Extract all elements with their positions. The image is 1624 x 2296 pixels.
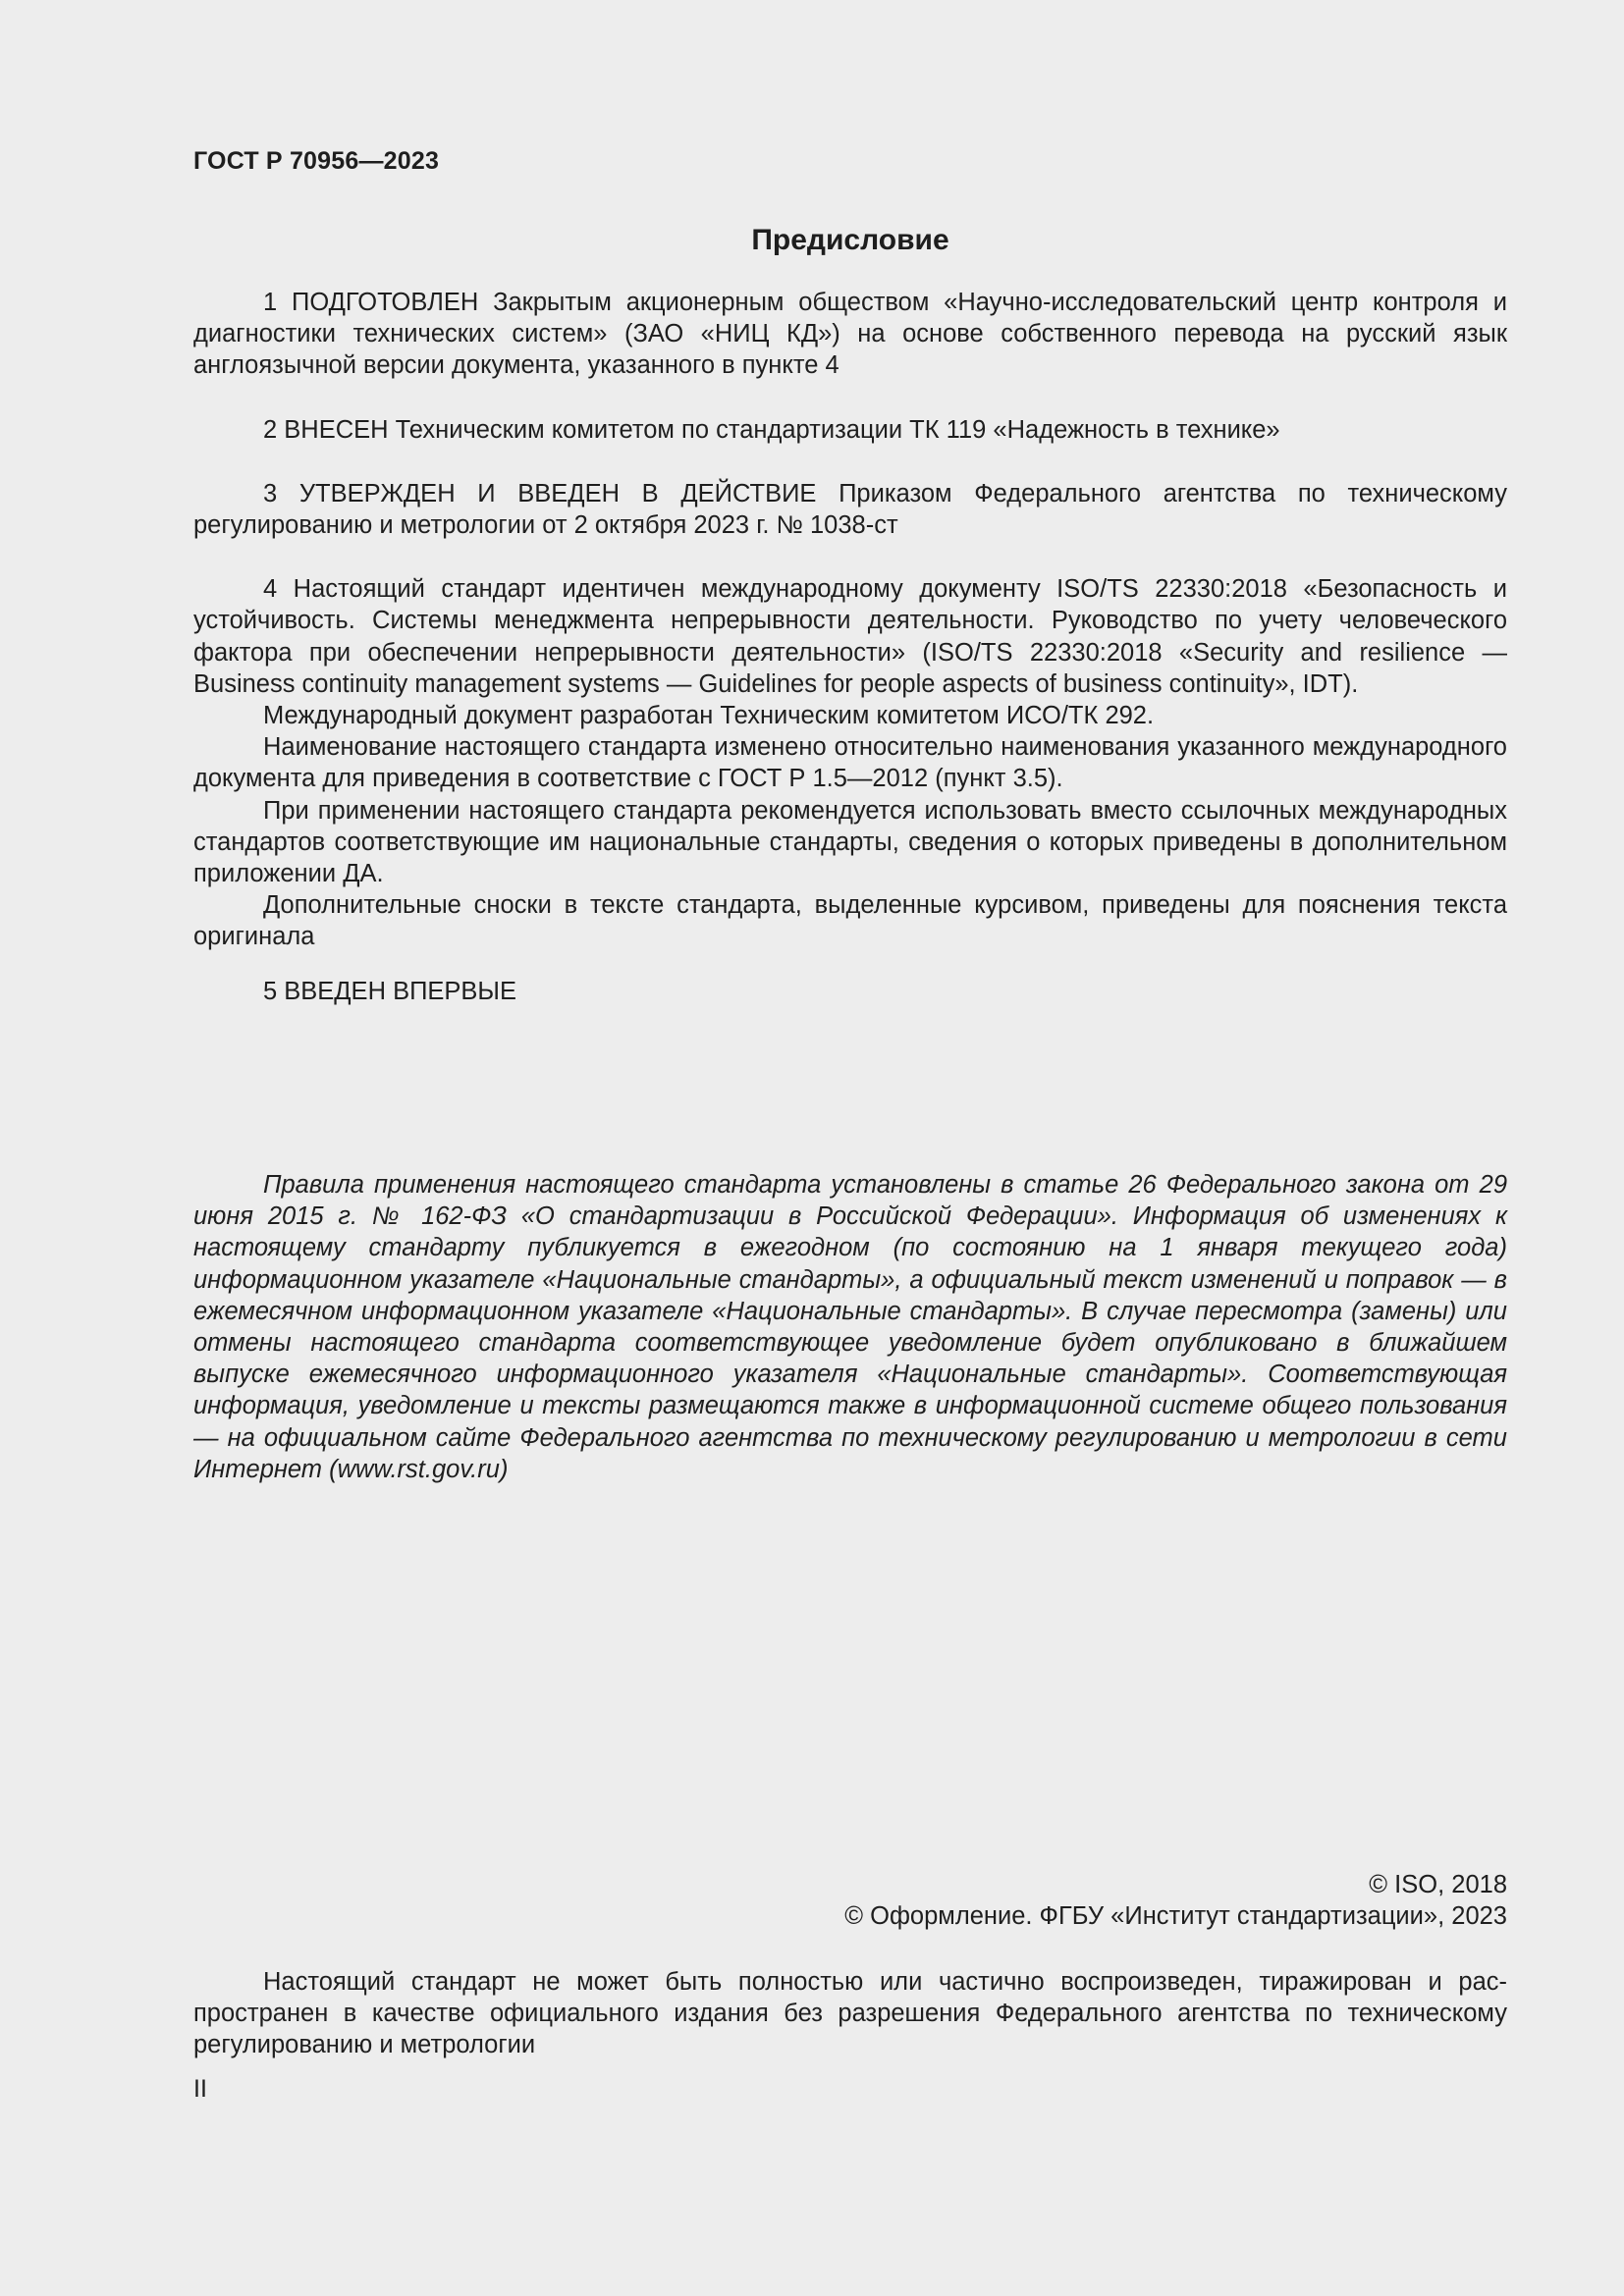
item-4-references: При применении настоящего стандарта рекомендуется использовать вместо ссылочных международных стандартов соответствующие им национальные стандарты, сведения о которых приведены в дополнительном приложении ДА. [193, 796, 1507, 888]
copyright-design: © Оформление. ФГБУ «Институт стандартизации», 2023 [844, 1902, 1507, 1931]
copyright-block [193, 1869, 1507, 1932]
document-code: ГОСТ Р 70956—2023 [193, 147, 440, 175]
item-4-footnotes: Дополнительные сноски в тексте стандарта, выделенные курсивом, приведены для пояснения текста оригинала [193, 891, 1507, 951]
reproduction-notice: Настоящий стандарт не может быть полностью или частично воспроизведен, тиражирован и распространен в качестве официального издания без разрешения Федерального агентства по техническому регулированию и метрологии [193, 1968, 1507, 2059]
item-4-developer: Международный документ разработан Техническим комитетом ИСО/ТК 292. [263, 702, 1155, 730]
item-1-prepared: 1 ПОДГОТОВЛЕН Закрытым акционерным обществом «Научно-исследовательский центр контроля и диагностики технических систем» (ЗАО «НИЦ КД») на основе собственного перевода на русский язык англоязычной версии документа, указанного в пункте 4 [193, 289, 1507, 380]
section-title: Предисловие [751, 224, 949, 256]
item-3-approved: 3 УТВЕРЖДЕН И ВВЕДЕН В ДЕЙСТВИЕ Приказом Федерального агентства по техническому регулированию и метрологии от 2 октября 2023 г. № 1038-ст [193, 479, 1507, 540]
application-rules-notice: Правила применения настоящего стандарта установлены в статье 26 Федерального закона от 29 июня 2015 г. № 162-ФЗ «О стандартизации в Российской Федерации». Информация об изменениях к настоящему стандарту публикуется в ежегодном (по состоянию на 1 января текущего года) информационном указателе «Национальные стандарты», а официальный текст изменений и поправок — в ежемесячном информационном указателе «Национальные стандарты». В случае пересмотра (замены) или отмены настоящего стандарта соответствующее уведомление будет опубликовано в ближайшем выпуске ежемесячного информационного указателя «Национальные стандарты». Соответствующая информация, уведомление и тексты размещаются также в информационной системе общего пользования — на официальном сайте Федерального агентства по техническому регулированию и метрологии в сети Интернет (www.rst.gov.ru) [193, 1171, 1507, 1483]
page-number: II [193, 2075, 207, 2103]
item-4-name-change: Наименование настоящего стандарта изменено относительно наименования указанного международного документа для приведения в соответствие с ГОСТ Р 1.5—2012 (пункт 3.5). [193, 733, 1507, 793]
foreword-body [193, 287, 1507, 1007]
item-5-first-introduced: 5 ВВЕДЕН ВПЕРВЫЕ [263, 977, 517, 1005]
item-4-identical: 4 Настоящий стандарт идентичен международному документу ISO/TS 22330:2018 «Безопасность и устойчивость. Системы менеджмента непрерывности деятельности. Руководство по учету человеческого фактора при обеспечении непрерывности деятельности» (ISO/TS 22330:2018 «Security and resilience — Business continuity management systems — Guidelines for people aspects of business continuity», IDT). [193, 575, 1507, 698]
copyright-iso: © ISO, 2018 [1369, 1871, 1507, 1898]
item-2-introduced: 2 ВНЕСЕН Техническим комитетом по стандартизации ТК 119 «Надежность в технике» [263, 415, 1280, 444]
